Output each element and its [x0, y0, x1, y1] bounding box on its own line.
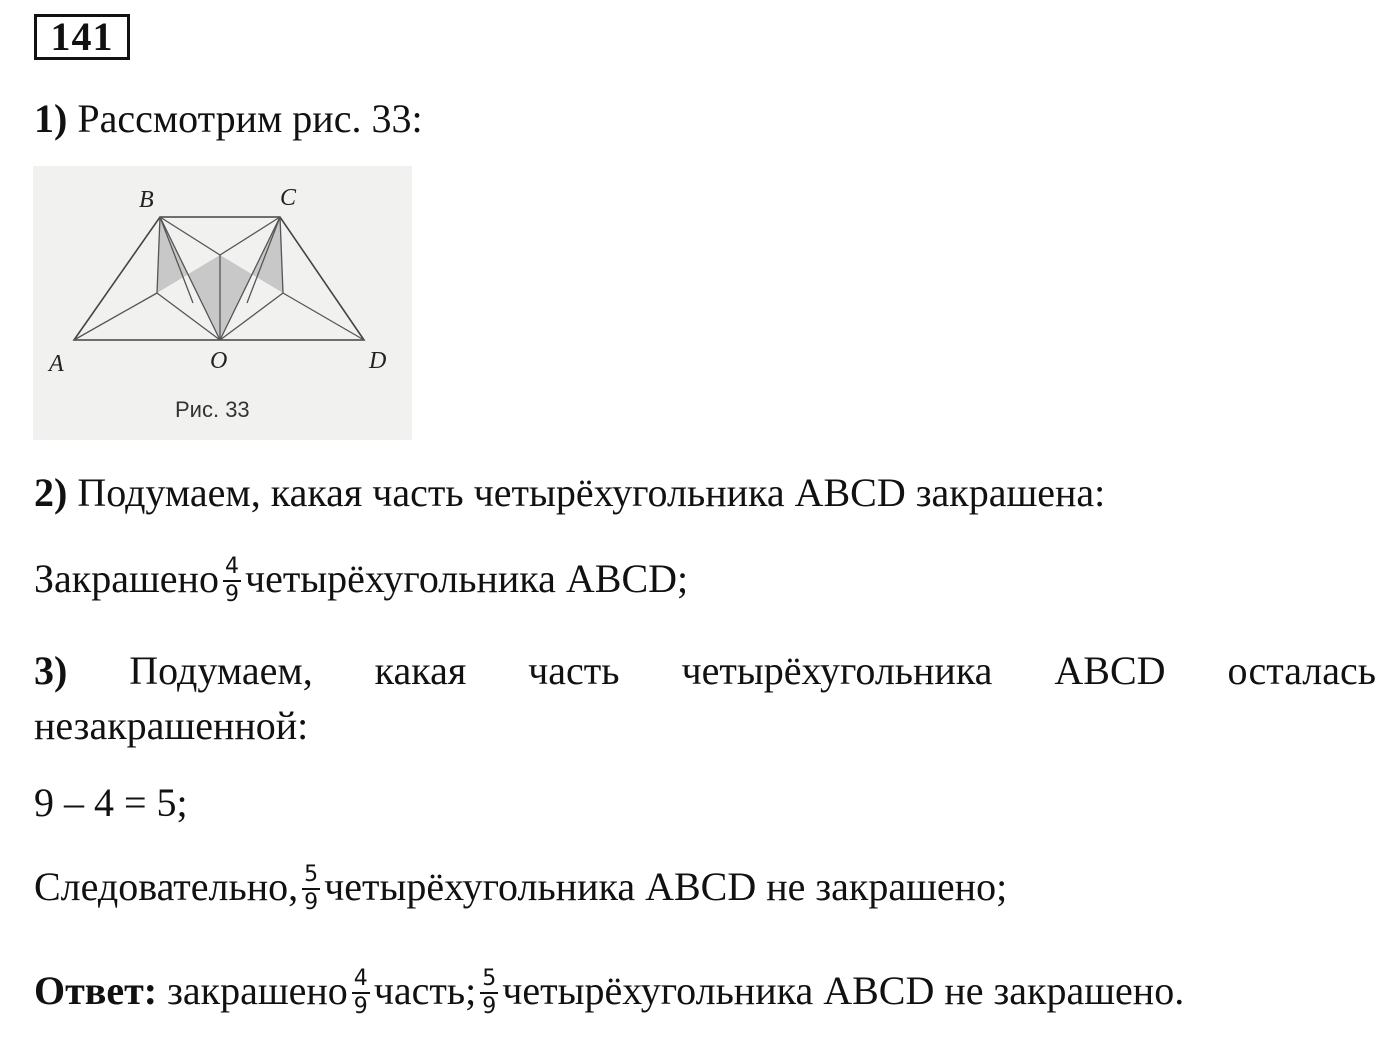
label-c: C: [280, 185, 297, 211]
step-1-label: 1): [34, 96, 68, 141]
label-b: B: [139, 187, 154, 213]
answer-part-3: четырёхугольника ABCD не закрашено.: [502, 968, 1185, 1013]
label-o: O: [210, 348, 228, 374]
step-3-calc: 9 – 4 = 5;: [34, 780, 188, 825]
step-2: [34, 470, 1105, 516]
fraction-4-9: $\frac{4}{9}$: [224, 553, 239, 607]
step-3-label: 3): [34, 648, 68, 693]
step-3-word: четырёхугольника: [681, 648, 993, 693]
figure-caption: Рис. 33: [175, 397, 250, 422]
trapezoid-diagram: [33, 166, 412, 440]
answer-label: Ответ:: [34, 968, 158, 1013]
step-3-word: какая: [374, 648, 467, 693]
step-3-result-suffix: четырёхугольника ABCD не закрашено;: [324, 864, 1008, 909]
step-3-result: [34, 861, 1008, 916]
problem-number: 141: [34, 14, 130, 60]
step-1: [34, 96, 423, 142]
step-2-result: [34, 553, 689, 608]
answer-part-2: часть;: [373, 968, 477, 1013]
step-1-text: Рассмотрим рис. 33:: [77, 96, 423, 141]
step-3-line-1: [34, 648, 1376, 694]
step-2-result-prefix: Закрашено: [34, 556, 219, 601]
step-3-word: Подумаем,: [129, 648, 313, 693]
fraction-5-9: $\frac{5}{9}$: [304, 861, 319, 915]
answer-fraction-4-9: $\frac{4}{9}$: [353, 965, 368, 1019]
step-2-label: 2): [34, 470, 68, 515]
step-3-line-2: незакрашенной:: [34, 703, 309, 748]
step-3-result-prefix: Следовательно,: [34, 864, 299, 909]
figure-33: [33, 166, 412, 440]
step-3-word: осталась: [1227, 648, 1377, 693]
step-3-word: ABCD: [1054, 648, 1166, 693]
step-2-result-suffix: четырёхугольника ABCD;: [244, 556, 689, 601]
step-2-text: Подумаем, какая часть четырёхугольника ABCD закрашена:: [77, 470, 1106, 515]
answer-part-1: закрашено: [167, 968, 348, 1013]
step-3-word: часть: [528, 648, 620, 693]
answer: [34, 965, 1185, 1020]
label-d: D: [369, 348, 387, 374]
label-a: A: [49, 351, 64, 377]
answer-fraction-5-9: $\frac{5}{9}$: [482, 965, 497, 1019]
